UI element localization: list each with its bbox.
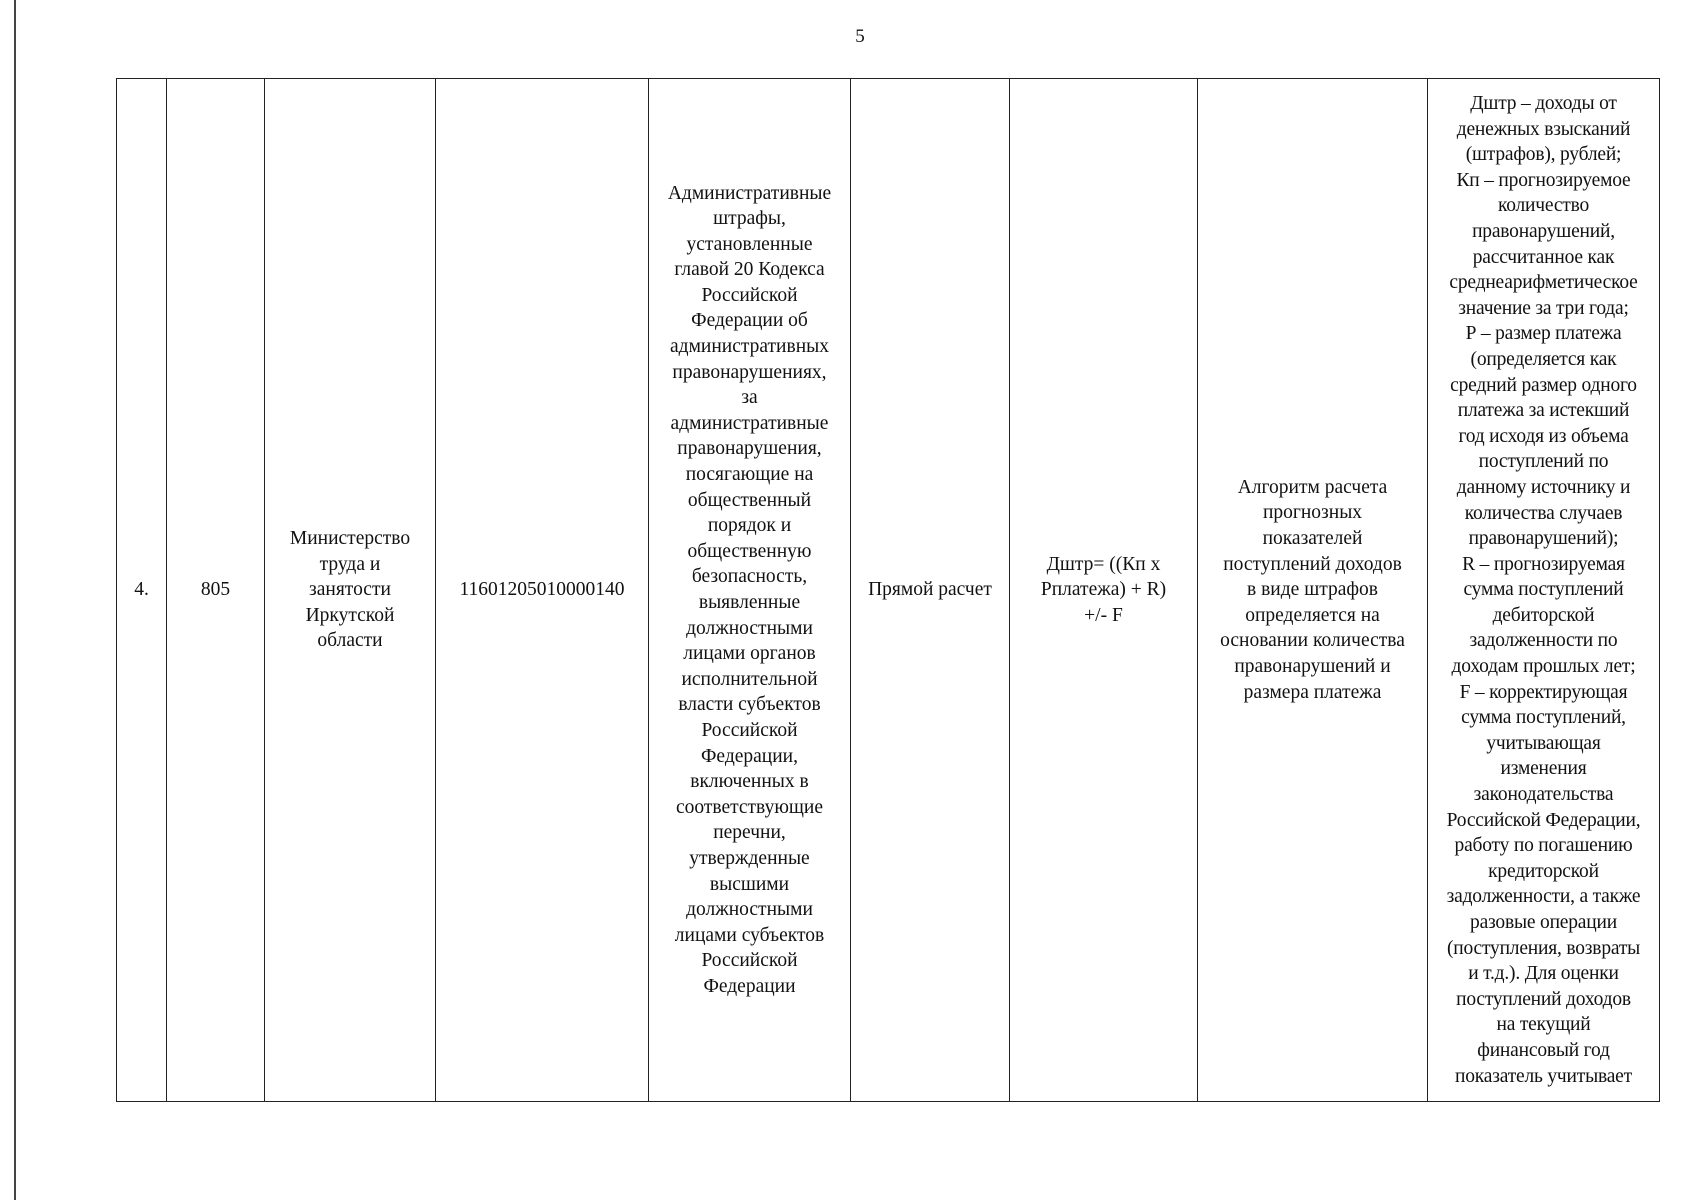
scan-edge-line bbox=[14, 0, 16, 1200]
page-number: 5 bbox=[855, 26, 865, 47]
income-name: Административные штрафы, установленные главой 20 Кодекса Российской Федерации об административных правонарушениях, за административные правонарушения, посягающие на общественный порядок и общественную безопасность, выявленные должностными лицами органов исполнительной власти субъектов Российской Федерации, включенных в соответствующие перечни, утвержденные высшими должностными лицами субъектов Российской Федерации bbox=[667, 182, 832, 997]
formula-definitions: Дштр – доходы от денежных взысканий (штрафов), рублей; Кп – прогнозируемое количество правонарушений, рассчитанное как среднеарифметическое значение за три года; Р – размер платежа (определяется как средний размер одного платежа за истекший год исходя из объема поступлений по данному источнику и количества случаев правонарушений); R – прогнозируемая сумма поступлений дебиторской задолженности по доходам прошлых лет; F – корректирующая сумма поступлений, учитывающая изменения законодательства Российской Федерации, работу по погашению кредиторской задолженности, а также разовые операции (поступления, возвраты и т.д.). Для оценки поступлений доходов на текущий финансовый год показатель учитывает bbox=[1446, 93, 1641, 1087]
row-number-cell bbox=[117, 79, 167, 1102]
admin-code-cell bbox=[167, 79, 265, 1102]
definitions-cell bbox=[1428, 79, 1660, 1102]
calculation-algorithm: Алгоритм расчета прогнозных показателей поступлений доходов в виде штрафов определяется на основании количества правонарушений и размера платежа bbox=[1220, 476, 1405, 703]
table-row bbox=[117, 79, 1660, 1102]
kbk-cell bbox=[436, 79, 649, 1102]
income-name-cell bbox=[649, 79, 851, 1102]
admin-code: 805 bbox=[200, 579, 231, 601]
kbk-code: 11601205010000140 bbox=[459, 579, 625, 601]
formula-cell bbox=[1010, 79, 1198, 1102]
calculation-method: Прямой расчет bbox=[868, 579, 992, 601]
methodology-table bbox=[116, 78, 1660, 1102]
administrator-name: Министерство труда и занятости Иркутской области bbox=[289, 528, 411, 652]
algorithm-cell bbox=[1198, 79, 1428, 1102]
calculation-formula: Дштр= ((Кп х Рплатежа) + R) +/- F bbox=[1040, 553, 1167, 626]
administrator-cell bbox=[265, 79, 436, 1102]
method-cell bbox=[851, 79, 1010, 1102]
row-number: 4. bbox=[134, 579, 149, 601]
